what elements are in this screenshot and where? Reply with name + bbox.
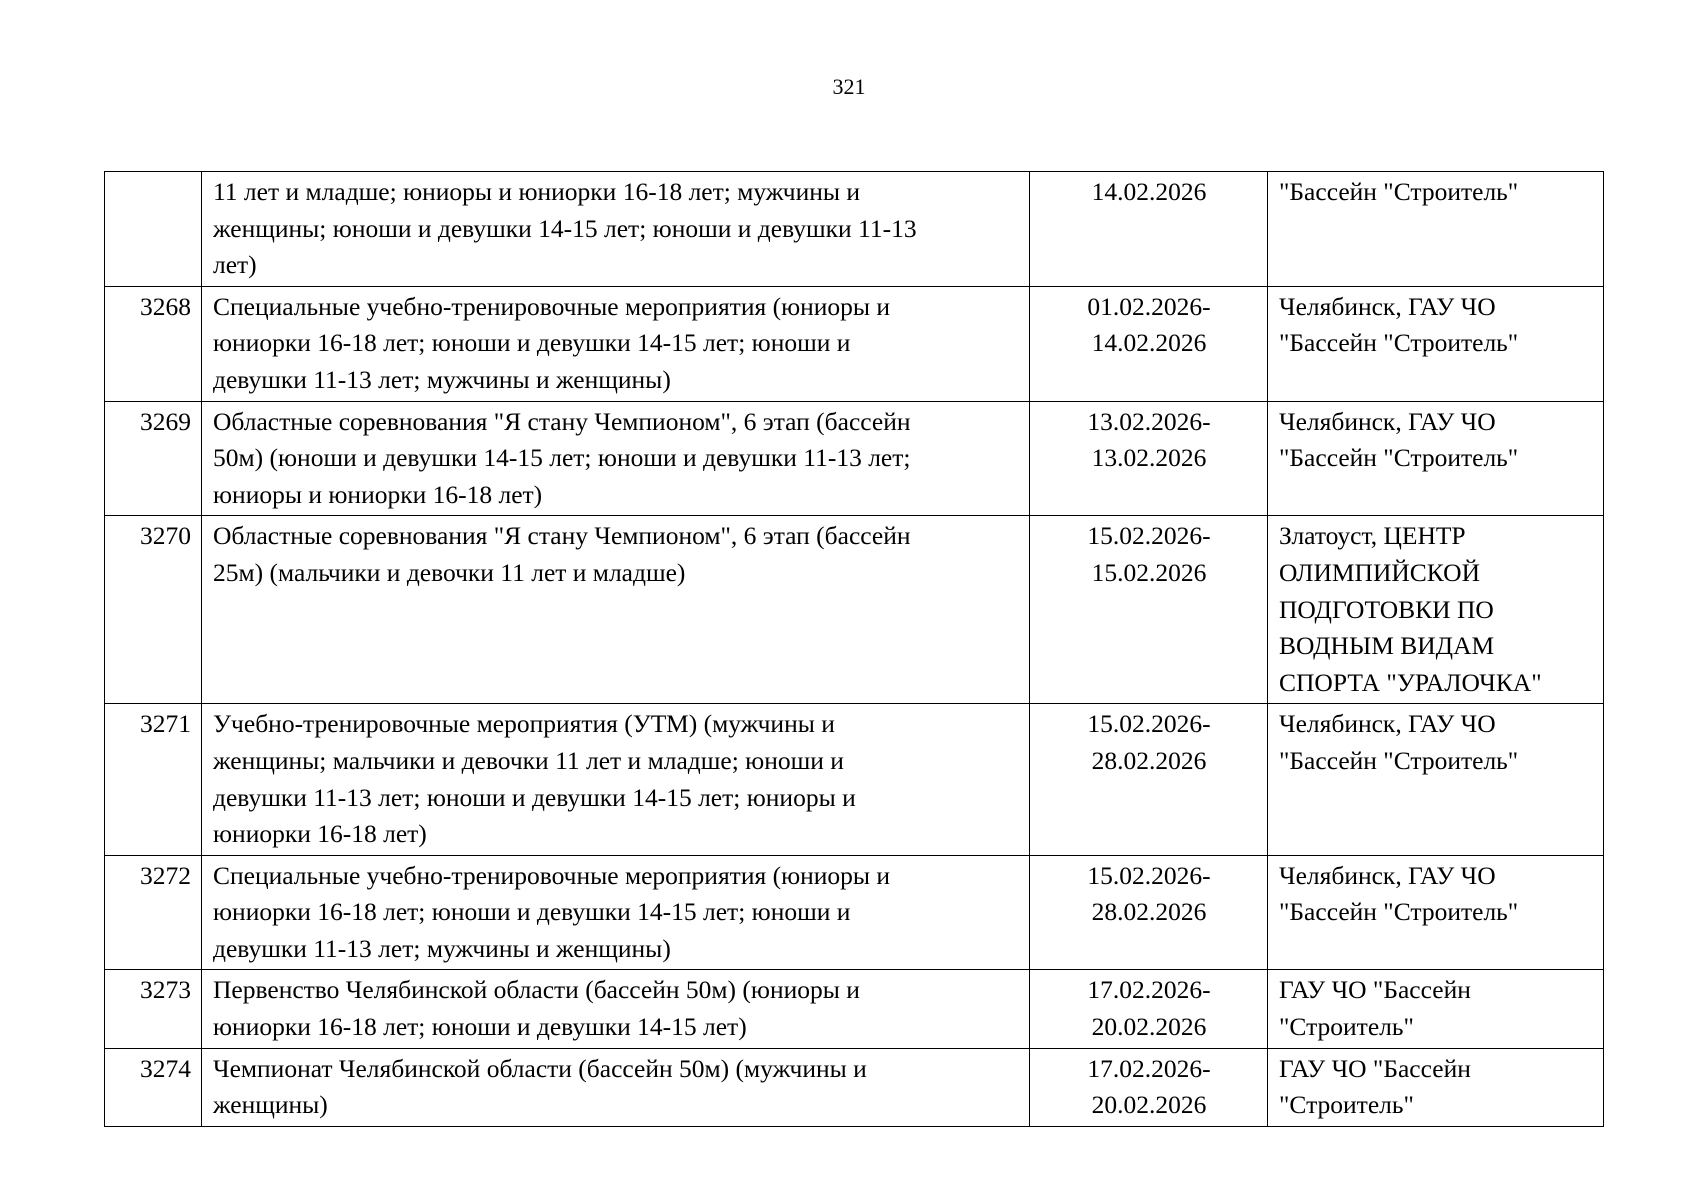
event-date-line: 13.02.2026- — [1087, 406, 1211, 436]
event-place-line: ВОДНЫМ ВИДАМ — [1279, 631, 1495, 661]
event-place-line: Челябинск, ГАУ ЧО — [1279, 860, 1496, 890]
events-table — [104, 171, 1604, 1127]
event-place-line: Златоуст, ЦЕНТР — [1279, 521, 1466, 551]
event-name-line: юниорки 16-18 лет; юноши и девушки 14-15 лет; юноши и — [213, 328, 851, 358]
event-date — [1030, 286, 1268, 401]
event-name-line: Областные соревнования "Я стану Чемпионом", 6 этап (бассейн — [213, 521, 911, 551]
event-name-line: девушки 11-13 лет; мужчины и женщины) — [213, 933, 671, 963]
event-number: 3270 — [105, 516, 202, 704]
event-place-line: "Бассейн "Строитель" — [1279, 177, 1519, 206]
event-name-line: 50м) (юноши и девушки 14-15 лет; юноши и девушки 11-13 лет; — [213, 443, 911, 473]
event-date — [1030, 516, 1268, 704]
event-date-line: 17.02.2026- — [1087, 1053, 1211, 1083]
event-name-line: Специальные учебно-тренировочные мероприятия (юниоры и — [213, 291, 891, 321]
event-name-line: женщины; юноши и девушки 14-15 лет; юноши и девушки 11-13 — [213, 213, 917, 243]
event-number: 3273 — [105, 970, 202, 1048]
event-name-line: юниоры и юниорки 16-18 лет) — [213, 479, 543, 509]
event-date-line: 28.02.2026 — [1091, 745, 1207, 775]
event-date-line: 01.02.2026- — [1087, 291, 1211, 321]
event-date — [1030, 855, 1268, 970]
event-name-line: девушки 11-13 лет; юноши и девушки 14-15 лет; юниоры и — [213, 782, 856, 812]
event-place — [1268, 704, 1604, 855]
event-name-line: юниорки 16-18 лет; юноши и девушки 14-15 лет) — [213, 1012, 747, 1042]
table-row — [105, 286, 1604, 401]
event-place-line: "Бассейн "Строитель" — [1279, 443, 1519, 473]
event-name-line: женщины) — [213, 1090, 328, 1120]
table-row — [105, 401, 1604, 516]
event-place-line: ОЛИМПИЙСКОЙ — [1279, 557, 1480, 587]
event-place-line: "Бассейн "Строитель" — [1279, 745, 1519, 775]
event-name-line: лет) — [213, 250, 257, 280]
event-place-line: "Строитель" — [1279, 1012, 1414, 1042]
event-number — [105, 172, 202, 287]
event-number: 3269 — [105, 401, 202, 516]
event-name — [202, 1048, 1030, 1126]
event-place-line: ГАУ ЧО "Бассейн — [1279, 975, 1471, 1005]
event-name-line: Чемпионат Челябинской области (бассейн 50м) (мужчины и — [213, 1053, 867, 1083]
event-name-line: 25м) (мальчики и девочки 11 лет и младше) — [213, 557, 686, 587]
event-name-line: Первенство Челябинской области (бассейн 50м) (юниоры и — [213, 975, 860, 1005]
event-place-line: "Бассейн "Строитель" — [1279, 897, 1519, 927]
table-row — [105, 1048, 1604, 1126]
event-date-line: 14.02.2026 — [1091, 177, 1207, 206]
event-place — [1268, 516, 1604, 704]
event-name-line: Специальные учебно-тренировочные мероприятия (юниоры и — [213, 860, 891, 890]
event-number: 3271 — [105, 704, 202, 855]
event-name-line: 11 лет и младше; юниоры и юниорки 16-18 лет; мужчины и — [213, 177, 861, 206]
event-name-line: женщины; мальчики и девочки 11 лет и младше; юноши и — [213, 745, 844, 775]
event-place — [1268, 970, 1604, 1048]
event-date — [1030, 970, 1268, 1048]
table-row — [105, 704, 1604, 855]
event-name — [202, 970, 1030, 1048]
event-place — [1268, 855, 1604, 970]
event-name-line: юниорки 16-18 лет; юноши и девушки 14-15 лет; юноши и — [213, 897, 851, 927]
event-number: 3272 — [105, 855, 202, 970]
event-date-line: 13.02.2026 — [1091, 443, 1207, 473]
event-name — [202, 172, 1030, 287]
event-place-line: СПОРТА "УРАЛОЧКА" — [1279, 667, 1542, 697]
events-table-body — [105, 172, 1604, 1127]
event-name-line: юниорки 16-18 лет) — [213, 819, 427, 849]
table-row — [105, 172, 1604, 287]
event-date — [1030, 401, 1268, 516]
event-name-line: Учебно-тренировочные мероприятия (УТМ) (мужчины и — [213, 709, 835, 739]
event-date-line: 15.02.2026- — [1087, 860, 1211, 890]
event-date-line: 15.02.2026- — [1087, 709, 1211, 739]
event-name — [202, 516, 1030, 704]
event-place — [1268, 401, 1604, 516]
event-date-line: 20.02.2026 — [1091, 1090, 1207, 1120]
table-row — [105, 516, 1604, 704]
event-name — [202, 855, 1030, 970]
event-date-line: 14.02.2026 — [1091, 328, 1207, 358]
event-place-line: ГАУ ЧО "Бассейн — [1279, 1053, 1471, 1083]
event-number: 3274 — [105, 1048, 202, 1126]
event-number: 3268 — [105, 286, 202, 401]
event-name — [202, 401, 1030, 516]
event-date-line: 17.02.2026- — [1087, 975, 1211, 1005]
event-place-line: Челябинск, ГАУ ЧО — [1279, 291, 1496, 321]
event-name-line: девушки 11-13 лет; мужчины и женщины) — [213, 364, 671, 394]
event-date — [1030, 172, 1268, 287]
event-place-line: "Строитель" — [1279, 1090, 1414, 1120]
event-name-line: Областные соревнования "Я стану Чемпионом", 6 этап (бассейн — [213, 406, 911, 436]
event-date-line: 15.02.2026 — [1091, 557, 1207, 587]
event-place-line: Челябинск, ГАУ ЧО — [1279, 406, 1496, 436]
table-row — [105, 855, 1604, 970]
event-name — [202, 704, 1030, 855]
event-date-line: 28.02.2026 — [1091, 897, 1207, 927]
event-date-line: 15.02.2026- — [1087, 521, 1211, 551]
page-number: 321 — [832, 74, 866, 99]
table-row — [105, 970, 1604, 1048]
event-name — [202, 286, 1030, 401]
event-place — [1268, 286, 1604, 401]
event-place-line: ПОДГОТОВКИ ПО — [1279, 594, 1494, 624]
event-place-line: Челябинск, ГАУ ЧО — [1279, 709, 1496, 739]
event-date — [1030, 1048, 1268, 1126]
event-place — [1268, 1048, 1604, 1126]
event-place-line: "Бассейн "Строитель" — [1279, 328, 1519, 358]
event-place — [1268, 172, 1604, 287]
event-date — [1030, 704, 1268, 855]
event-date-line: 20.02.2026 — [1091, 1012, 1207, 1042]
